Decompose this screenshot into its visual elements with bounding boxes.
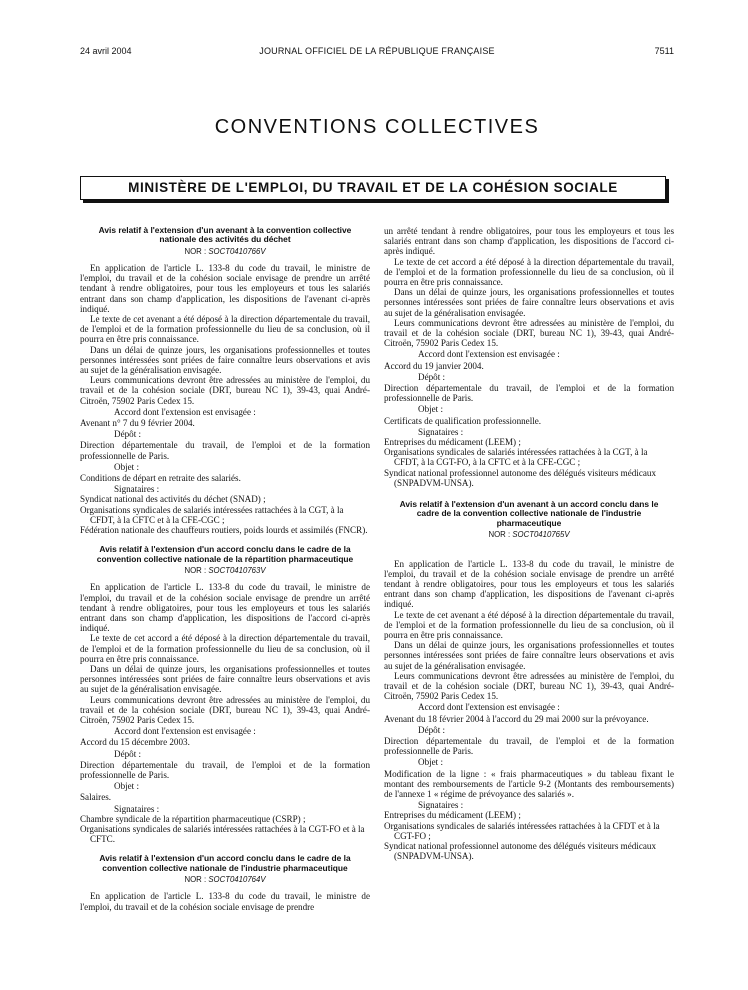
- paragraph: En application de l'article L. 133-8 du code du travail, le ministre de l'emploi, du travail et de la cohésion sociale envisage de prendre un arrêté tendant à rendre obligatoires, pour tous les employeurs et tous les salariés entrant dans son champ d'application, les dispositions de l'avenant ci-après indiqué.: [80, 263, 370, 314]
- nor-code: SOCT0410764V: [208, 875, 266, 885]
- page-header: [80, 46, 674, 60]
- paragraph: En application de l'article L. 133-8 du code du travail, le ministre de l'emploi, du travail et de la cohésion sociale envisage de prendre un arrêté tendant à rendre obligatoires, pour tous les employeurs et tous les salariés entrant dans son champ d'application, les dispositions de l'avenant ci-après indiqué.: [384, 558, 674, 610]
- signataires-list: [80, 494, 370, 535]
- avis-title: Avis relatif à l'extension d'un avenant à la convention collective nationale des activités du déchet: [98, 226, 352, 245]
- nor-reference: [80, 566, 370, 576]
- objet-value: Certificats de qualification professionnelle.: [384, 415, 542, 426]
- paragraph: Leurs communications devront être adressées au ministère de l'emploi, du travail et de la cohésion sociale (DRT, bureau NC 1), 39-43, quai André-Citroën, 75902 Paris Cedex 15.: [80, 375, 370, 406]
- nor-reference: [80, 875, 370, 885]
- right-column: [384, 226, 674, 966]
- signataires-label: Signataires :: [114, 803, 160, 814]
- objet-value: Conditions de départ en retraite des salariés.: [80, 473, 241, 484]
- ministry-banner: MINISTÈRE DE L'EMPLOI, DU TRAVAIL ET DE LA COHÉSION SOCIALE: [80, 176, 666, 200]
- signataire: Fédération nationale des chauffeurs routiers, poids lourds et assimilés (FNCR).: [80, 525, 368, 536]
- paragraph: Le texte de cet avenant a été déposé à la direction départementale du travail, de l'emploi et de la formation professionnelle du lieu de sa conclusion, où il pourra en être pris connaissance.: [80, 314, 370, 345]
- signataires-label: Signataires :: [418, 800, 464, 811]
- header-page-number: 7511: [654, 46, 674, 56]
- signataire: Organisations syndicales de salariés intéressées rattachées à la CGT-FO et à la CFTC.: [80, 823, 365, 845]
- paragraph: Le texte de cet accord a été déposé à la direction départementale du travail, de l'emploi et de la formation professionnelle du lieu de sa conclusion, où il pourra en être pris connaissance.: [384, 256, 674, 288]
- signataires-label: Signataires :: [114, 484, 160, 495]
- nor-label: NOR :: [488, 530, 511, 540]
- signataire: Chambre syndicale de la répartition pharmaceutique (CSRP) ;: [80, 813, 306, 824]
- depot-value: Direction départementale du travail, de l'emploi et de la formation professionnelle de Paris.: [384, 383, 674, 404]
- avis-industrie-pharmaceutique: [80, 854, 370, 911]
- paragraph: Dans un délai de quinze jours, les organisations professionnelles et toutes personnes intéressées sont priées de faire connaître leurs observations et avis au sujet de la généralisation envisagée.: [80, 663, 370, 695]
- nor-code: SOCT0410763V: [208, 566, 266, 576]
- depot-label: Dépôt :: [114, 748, 142, 759]
- accord-value: Avenant du 18 février 2004 à l'accord du 29 mai 2000 sur la prévoyance.: [384, 713, 649, 724]
- signataires-list: [80, 814, 370, 845]
- accord-label: Accord dont l'extension est envisagée :: [418, 702, 560, 713]
- objet-value: Salaires.: [80, 792, 112, 803]
- header-journal-title: JOURNAL OFFICIEL DE LA RÉPUBLIQUE FRANÇAISE: [259, 46, 495, 56]
- paragraph: Leurs communications devront être adressées au ministère de l'emploi, du travail et de la cohésion sociale (DRT, bureau NC 1), 39-43, quai André-Citroën, 75902 Paris Cedex 15.: [384, 670, 674, 702]
- depot-value: Direction départementale du travail, de l'emploi et de la formation professionnelle de Paris.: [384, 735, 674, 757]
- signataires-label: Signataires :: [418, 426, 464, 437]
- header-date: 24 avril 2004: [80, 46, 132, 56]
- paragraph: Leurs communications devront être adressées au ministère de l'emploi, du travail et de la cohésion sociale (DRT, bureau NC 1), 39-43, quai André-Citroën, 75902 Paris Cedex 15.: [80, 694, 370, 725]
- accord-value: Accord du 15 décembre 2003.: [80, 737, 190, 748]
- paragraph: Leurs communications devront être adressées au ministère de l'emploi, du travail et de la cohésion sociale (DRT, bureau NC 1), 39-43, quai André-Citroën, 75902 Paris Cedex 15.: [384, 317, 674, 349]
- depot-label: Dépôt :: [418, 371, 446, 382]
- paragraph: un arrêté tendant à rendre obligatoires, pour tous les employeurs et tous les salariés entrant dans son champ d'application, les dispositions de l'accord ci-après indiqué.: [384, 226, 674, 257]
- signataire: Organisations syndicales de salariés intéressées rattachées à la CGT, à la CFDT, à la CFTC et à la CFE-CGC ;: [80, 504, 344, 525]
- paragraph: Dans un délai de quinze jours, les organisations professionnelles et toutes personnes intéressées sont priées de faire connaître leurs observations et avis au sujet de la généralisation envisagée.: [384, 287, 674, 318]
- depot-label: Dépôt :: [418, 724, 446, 735]
- nor-reference: [80, 247, 370, 257]
- page-title: CONVENTIONS COLLECTIVES: [214, 116, 540, 138]
- nor-reference: [384, 530, 674, 540]
- paragraph: Dans un délai de quinze jours, les organisations professionnelles et toutes personnes intéressées sont priées de faire connaître leurs observations et avis au sujet de la généralisation envisagée.: [384, 640, 674, 671]
- depot-value: Direction départementale du travail, de l'emploi et de la formation professionnelle de Paris.: [80, 440, 370, 461]
- signataire: Entreprises du médicament (LEEM) ;: [384, 437, 521, 448]
- depot-label: Dépôt :: [114, 429, 142, 440]
- paragraph: En application de l'article L. 133-8 du code du travail, le ministre de l'emploi, du travail et de la cohésion sociale envisage de prendre: [80, 891, 370, 912]
- nor-label: NOR :: [184, 875, 207, 885]
- paragraph: Le texte de cet avenant a été déposé à la direction départementale du travail, de l'emploi et de la formation professionnelle du lieu de sa conclusion, où il pourra en être pris connaissance.: [384, 609, 674, 640]
- nor-code: SOCT0410765V: [512, 530, 570, 540]
- accord-label: Accord dont l'extension est envisagée :: [114, 726, 256, 737]
- avis-title: Avis relatif à l'extension d'un avenant à un accord conclu dans le cadre de la convention collective nationale de l'industrie pharmaceutique: [399, 499, 659, 528]
- signataire: Organisations syndicales de salariés intéressées rattachées à la CFDT et à la CGT-FO ;: [384, 820, 660, 841]
- objet-label: Objet :: [418, 757, 444, 768]
- nor-code: SOCT0410766V: [208, 246, 266, 256]
- left-column: [80, 226, 370, 966]
- paragraph: Le texte de cet accord a été déposé à la direction départementale du travail, de l'emploi et de la formation professionnelle du lieu de sa conclusion, où il pourra en être pris connaissance.: [80, 633, 370, 664]
- signataires-list: [384, 810, 674, 861]
- objet-label: Objet :: [114, 781, 140, 792]
- paragraph: En application de l'article L. 133-8 du code du travail, le ministre de l'emploi, du travail et de la cohésion sociale envisage de prendre un arrêté tendant à rendre obligatoires, pour tous les employeurs et tous les salariés entrant dans son champ d'application, les dispositions de l'accord ci-après indiqué.: [80, 582, 370, 634]
- signataire: Entreprises du médicament (LEEM) ;: [384, 810, 521, 821]
- accord-label: Accord dont l'extension est envisagée :: [114, 406, 256, 417]
- accord-label: Accord dont l'extension est envisagée :: [418, 349, 560, 360]
- objet-label: Objet :: [418, 404, 444, 415]
- nor-label: NOR :: [184, 566, 207, 576]
- paragraph: Dans un délai de quinze jours, les organisations professionnelles et toutes personnes intéressées sont priées de faire connaître leurs observations et avis au sujet de la généralisation envisagée.: [80, 344, 370, 376]
- signataire: Syndicat national des activités du déchet (SNAD) ;: [80, 494, 266, 505]
- accord-value: Avenant n° 7 du 9 février 2004.: [80, 418, 195, 429]
- avis-title: Avis relatif à l'extension d'un accord conclu dans le cadre de la convention collective nationale de la répartition pharmaceutique: [96, 544, 354, 564]
- signataire: Organisations syndicales de salariés intéressées rattachées à la CGT, à la CFDT, à la CGT-FO, à la CFTC et à la CFE-CGC ;: [384, 447, 648, 468]
- objet-value: Modification de la ligne : « frais pharmaceutiques » du tableau fixant le montant des remboursements de l'article 9-2 (Montants des remboursements) de l'annexe 1 « régime de prévoyance des salariés ».: [384, 768, 674, 799]
- signataire: Syndicat national professionnel autonome des délégués visiteurs médicaux (SNPADVM-UNSA).: [384, 467, 656, 488]
- signataires-list: [384, 437, 674, 488]
- avis-avenant-industrie-pharmaceutique: [384, 500, 674, 861]
- depot-value: Direction départementale du travail, de l'emploi et de la formation professionnelle de Paris.: [80, 759, 370, 780]
- avis-dechet: [80, 226, 370, 535]
- avis-industrie-pharmaceutique-continued: [384, 226, 674, 488]
- accord-value: Accord du 19 janvier 2004.: [384, 360, 484, 371]
- avis-title: Avis relatif à l'extension d'un accord conclu dans le cadre de la convention collective nationale de l'industrie pharmaceutique: [99, 853, 351, 873]
- signataire: Syndicat national professionnel autonome des délégués visiteurs médicaux (SNPADVM-UNSA).: [384, 840, 656, 862]
- avis-repartition-pharmaceutique: [80, 545, 370, 844]
- nor-label: NOR :: [184, 246, 207, 256]
- objet-label: Objet :: [114, 461, 140, 472]
